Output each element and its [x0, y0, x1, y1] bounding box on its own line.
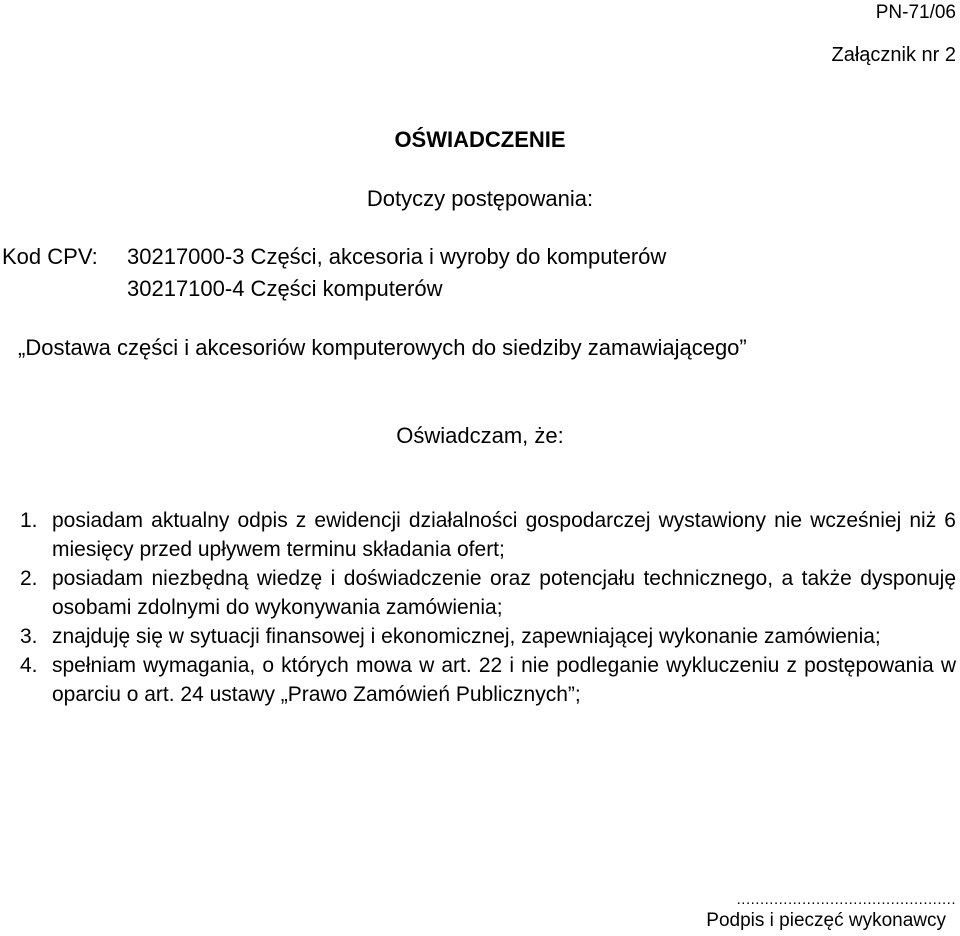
list-item [20, 651, 960, 709]
list-item-text: posiadam niezbędną wiedzę i doświadczenie oraz potencjału technicznego, a także dysponuję osobami zdolnymi do wykonywania zamówienia; [52, 567, 956, 619]
list-item-number: 3. [20, 625, 38, 648]
cpv-code-line: 30217000-3 Części, akcesoria i wyroby do komputerów [127, 244, 667, 269]
document-subtitle: Dotyczy postępowania: [366, 186, 594, 211]
annex-number: Załącznik nr 2 [831, 44, 956, 66]
list-item-text: spełniam wymagania, o których mowa w art. 22 i nie podleganie wykluczeniu z postępowania w oparciu o art. 24 ustawy „Prawo Zamówień Publicznych”; [52, 654, 956, 706]
document-code: PN-71/06 [875, 2, 956, 23]
list-item [20, 506, 960, 564]
declaration-list [20, 506, 960, 709]
signature-line: ............................................... [736, 891, 956, 908]
list-item-number: 2. [20, 567, 38, 590]
list-item [20, 622, 960, 651]
declaration-intro: Oświadczam, że: [396, 423, 564, 448]
signature-label: Podpis i pieczęć wykonawcy [706, 910, 946, 931]
list-item-number: 4. [20, 654, 38, 677]
cpv-code-line: 30217100-4 Części komputerów [127, 276, 443, 301]
document-title: OŚWIADCZENIE [394, 127, 566, 152]
list-item-text: posiadam aktualny odpis z ewidencji działalności gospodarczej wystawiony nie wcześniej niż 6 miesięcy przed upływem terminu składania ofert; [52, 509, 956, 561]
procurement-subject: „Dostawa części i akcesoriów komputerowych do siedziby zamawiającego” [18, 335, 747, 360]
list-item-text: znajduję się w sytuacji finansowej i ekonomicznej, zapewniającej wykonanie zamówienia; [52, 625, 881, 648]
cpv-label: Kod CPV: [2, 244, 98, 269]
list-item [20, 564, 960, 622]
list-item-number: 1. [20, 509, 38, 532]
